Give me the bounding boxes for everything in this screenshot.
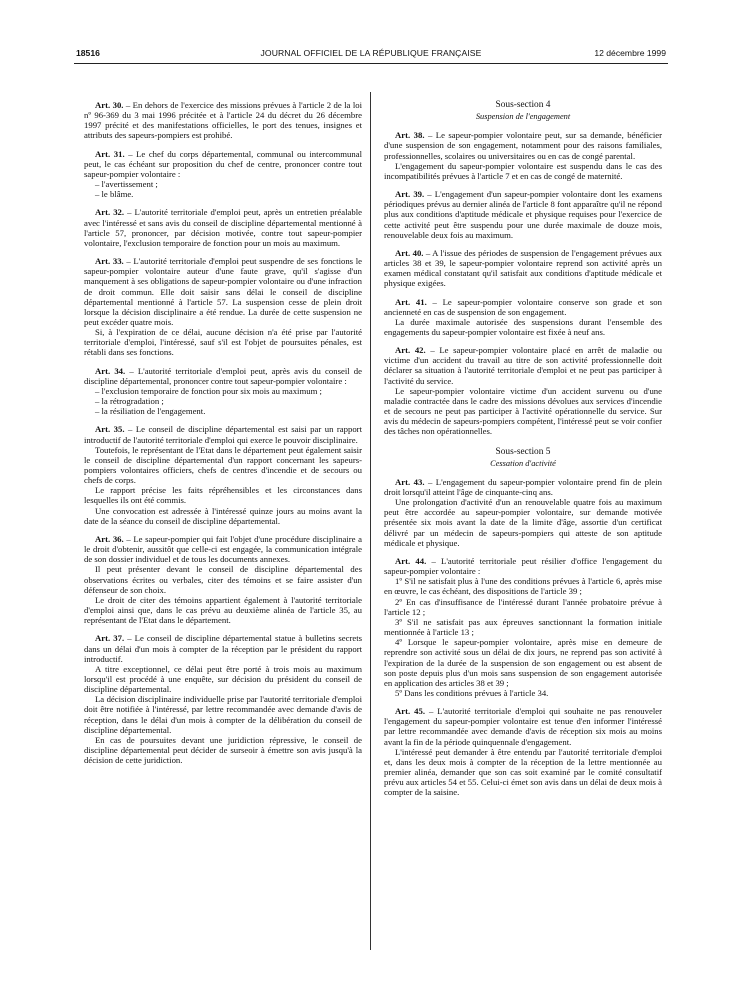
- paragraph: Si, à l'expiration de ce délai, aucune décision n'a été prise par l'autorité territoriale d'emploi, l'intéressé, sauf s'il est l'objet de poursuites pénales, est rétabli dans ses fonctions.: [84, 327, 362, 358]
- article-text: – Le sapeur-pompier volontaire conserve son grade et son ancienneté en cas de suspension de son engagement.: [384, 296, 662, 317]
- article-text: – L'autorité territoriale peut résilier d'office l'engagement du sapeur-pompier volontaire :: [384, 555, 662, 577]
- article-44: [384, 556, 662, 698]
- list-item: 5º Dans les conditions prévues à l'article 34.: [395, 687, 549, 698]
- list-item: – le blâme.: [95, 189, 134, 200]
- list-item: – l'exclusion temporaire de fonction pour six mois au maximum ;: [95, 385, 322, 396]
- paragraph: Il peut présenter devant le conseil de discipline départemental des observations écrites ou verbales, citer des témoins et se faire assister d'un défenseur de son choix.: [84, 564, 362, 595]
- article-text: – Le conseil de discipline départemental est saisi par un rapport introductif de l'autorité territoriale d'emploi qui exerce le pouvoir disciplinaire.: [84, 424, 362, 445]
- article-text: – Le conseil de discipline départemental statue à bulletins secrets dans un délai d'un mois à compter de la réception par le président du rapport introductif.: [84, 633, 362, 664]
- page-header: [76, 46, 666, 62]
- article-42: [384, 345, 662, 436]
- paragraph: Toutefois, le représentant de l'Etat dans le département peut également saisir le conseil de discipline départemental d'un rapport concernant les sapeurs-pompiers volontaires officiers, chefs de centres d'incendie et de secours ou chefs de corps.: [84, 444, 362, 486]
- article-38: [384, 130, 662, 181]
- article-40: [384, 248, 662, 289]
- article-31: [84, 149, 362, 200]
- list-item: 4º Lorsque le sapeur-pompier volontaire, après mise en demeure de reprendre son activité sous un délai de dix jours, ne reprend pas son activité à l'expiration de la durée de la suspension de son engagement ou est absent de son poste depuis plus d'un mois sans suspension de son engagement autorisée en application des articles 38 et 39 ;: [384, 637, 662, 688]
- article-text: – En dehors de l'exercice des missions prévues à l'article 2 de la loi nº 96-369 du 3 mai 1996 précitée et à l'article 24 du décret du 26 décembre 1997 précité et des manifestations officielles, le port des tenues, insignes et attributs des sapeurs-pompiers est prohibé.: [84, 100, 362, 141]
- paragraph: En cas de poursuites devant une juridiction répressive, le conseil de discipline départemental peut décider de surseoir à émettre son avis jusqu'à la décision de cette juridiction.: [84, 734, 362, 766]
- article-36: [84, 534, 362, 625]
- list-item: – l'avertissement ;: [95, 179, 158, 190]
- paragraph: La décision disciplinaire individuelle prise par l'autorité territoriale d'emploi doit être notifiée à l'intéressé, par lettre recommandée avec demande d'avis de réception, dans le délai d'un mois à compter de la délibération du conseil de discipline départemental.: [84, 694, 362, 735]
- article-text: – L'autorité territoriale d'emploi peut suspendre de ses fonctions le sapeur-pompier volontaire auteur d'une faute grave, qu'il s'agisse d'un manquement à ses obligations de sapeur-pompier volontaire ou d'une infraction de droit commun. Elle doit saisir sans délai le conseil de discipline départemental mentionné à l'article 57. La suspension cesse de plein droit lorsque la décision disciplinaire a été rendue. La durée de cette suspension ne peut excéder quatre mois.: [84, 256, 362, 327]
- section-title: Sous-section 5: [495, 446, 551, 457]
- article-text: – Le sapeur-pompier volontaire placé en arrêt de maladie ou victime d'un accident du travail au titre de son activité professionnelle doit déclarer sa situation à l'autorité territoriale d'emploi et ne peut pas participer à l'activité du service.: [384, 345, 662, 386]
- list-item: 2º En cas d'insuffisance de l'intéressé durant l'année probatoire prévue à l'article 12 ;: [384, 596, 662, 617]
- header-rule: [74, 63, 668, 64]
- article-text: – L'autorité territoriale d'emploi peut, après avis du conseil de discipline départemental, prononcer contre tout sapeur-pompier volontaire :: [84, 365, 362, 386]
- article-label: Art. 30.: [95, 100, 124, 110]
- article-text: – L'autorité territoriale d'emploi qui souhaite ne pas renouveler l'engagement du sapeur-pompier volontaire est tenue d'en informer l'intéressé par lettre recommandée avec demande d'avis de réception six mois au moins avant la fin de la période quinquennale d'engagement.: [384, 706, 662, 747]
- article-text: – Le sapeur-pompier volontaire peut, sur sa demande, bénéficier d'une suspension de son engagement, notamment pour des raisons familiales, professionnelles, scolaires ou universitaires ou en cas de congé parental.: [384, 130, 663, 161]
- article-label: Art. 38.: [395, 130, 425, 141]
- paragraph: Une convocation est adressée à l'intéressé quinze jours au moins avant la date de la séance du conseil de discipline départemental.: [84, 505, 362, 526]
- page-number: 18516: [76, 48, 100, 58]
- article-33: [84, 256, 362, 358]
- article-label: Art. 35.: [95, 424, 125, 435]
- section-title: Sous-section 4: [495, 100, 551, 110]
- article-label: Art. 42.: [395, 345, 426, 356]
- article-label: Art. 41.: [395, 296, 427, 307]
- article-30: [84, 100, 362, 141]
- paragraph: Une prolongation d'activité d'un an renouvelable quatre fois au maximum peut être accordée au sapeur-pompier volontaire, sur demande motivée présentée six mois avant la date de la limite d'âge, assortie d'un certificat délivré par un médecin de sapeurs-pompiers qui atteste de son aptitude médicale et physique.: [384, 497, 662, 548]
- column-divider: [370, 92, 371, 950]
- article-label: Art. 37.: [95, 633, 125, 644]
- section-subtitle: Cessation d'activité: [490, 458, 556, 468]
- article-label: Art. 31.: [95, 148, 125, 159]
- article-label: Art. 36.: [95, 533, 124, 544]
- paragraph: L'intéressé peut demander à être entendu par l'autorité territoriale d'emploi et, dans les deux mois à compter de la réception de la lettre mentionnée au premier alinéa, demander que son cas soit examiné par le comité consultatif prévu aux articles 54 et 55. Celui-ci émet son avis dans un délai de deux mois à compter de la saisine.: [384, 746, 662, 798]
- article-32: [84, 207, 362, 248]
- left-column: [84, 100, 362, 765]
- list-item: 1º S'il ne satisfait plus à l'une des conditions prévues à l'article 6, après mise en œuvre, le cas échéant, des dispositions de l'article 39 ;: [384, 576, 662, 597]
- article-35: [84, 424, 362, 526]
- paragraph: A titre exceptionnel, ce délai peut être porté à trois mois au maximum lorsqu'il est procédé à une enquête, sur décision du président du conseil de discipline départemental.: [84, 663, 362, 695]
- list-item: 3º S'il ne satisfait pas aux épreuves sanctionnant la formation initiale mentionnée à l'article 13 ;: [384, 616, 662, 638]
- article-label: Art. 43.: [395, 476, 425, 487]
- article-label: Art. 33.: [95, 256, 124, 267]
- article-label: Art. 40.: [395, 247, 424, 258]
- article-label: Art. 39.: [395, 189, 425, 200]
- journal-title: JOURNAL OFFICIEL DE LA RÉPUBLIQUE FRANÇAISE: [260, 48, 482, 58]
- article-37: [84, 633, 362, 765]
- section-subtitle: Suspension de l'engagement: [475, 112, 571, 122]
- paragraph: Le droit de citer des témoins appartient également à l'autorité territoriale d'emploi ainsi que, dans le cas prévu au deuxième alinéa de l'article 35, au représentant de l'Etat dans le département.: [84, 594, 362, 626]
- article-39: [384, 189, 662, 240]
- article-text: – L'engagement du sapeur-pompier volontaire prend fin de plein droit lorsqu'il atteint l'âge de cinquante-cinq ans.: [384, 476, 662, 497]
- article-text: – Le chef du corps départemental, communal ou intercommunal peut, le cas échéant sur proposition du chef de centre, prononcer contre tout sapeur-pompier volontaire :: [84, 148, 362, 179]
- article-label: Art. 34.: [95, 365, 126, 376]
- article-43: [384, 477, 662, 548]
- article-label: Art. 32.: [95, 207, 125, 218]
- article-text: – L'autorité territoriale d'emploi peut, après un entretien préalable avec l'intéressé et sans avis du conseil de discipline départemental mentionné à l'article 57, prononcer, par décision motivée, contre tout sapeur-pompier volontaire, l'exclusion temporaire de fonction pour un mois au maximum.: [84, 207, 363, 248]
- article-text: – L'engagement d'un sapeur-pompier volontaire dont les examens périodiques prévus au dernier alinéa de l'article 8 font apparaître qu'il ne répond plus aux conditions d'aptitude médicale et physique requises pour l'exercice de cette activité peut être suspendu pour une durée maximale de douze mois, renouvelable deux fois au maximum.: [384, 189, 662, 240]
- list-item: – la résiliation de l'engagement.: [95, 406, 206, 417]
- paragraph: L'engagement du sapeur-pompier volontaire est suspendu dans le cas des incompatibilités prévues à l'article 7 et en cas de congé de maternité.: [384, 160, 662, 181]
- article-text: – Le sapeur-pompier qui fait l'objet d'une procédure disciplinaire a le droit d'obtenir, aussitôt que celle-ci est engagée, la communication intégrale de son dossier individuel et de tous les documents annexes.: [84, 533, 362, 565]
- article-label: Art. 45.: [395, 706, 426, 717]
- paragraph: Le sapeur-pompier volontaire victime d'un accident survenu ou d'une maladie contractée dans le cadre des missions dévolues aux services d'incendie et de secours ne peut pas participer à l'activité opérationnelle du service. Sur avis du médecin de sapeurs-pompiers compétent, l'intéressé peut se voir confier des tâches non opérationnelles.: [384, 385, 662, 437]
- article-34: [84, 366, 362, 417]
- article-45: [384, 706, 662, 797]
- list-item: – la rétrogradation ;: [95, 396, 164, 407]
- paragraph: La durée maximale autorisée des suspensions durant l'ensemble des engagements du sapeur-pompier volontaire est fixée à neuf ans.: [384, 316, 662, 337]
- right-column: [384, 100, 662, 798]
- article-text: – A l'issue des périodes de suspension de l'engagement prévues aux articles 38 et 39, le sapeur-pompier volontaire reprend son activité après un examen médical constatant qu'il satisfait aux conditions d'aptitude médicale et physique exigées.: [384, 247, 662, 289]
- publication-date: 12 décembre 1999: [594, 48, 666, 58]
- article-label: Art. 44.: [395, 555, 427, 566]
- article-41: [384, 297, 662, 338]
- paragraph: Le rapport précise les faits répréhensibles et les circonstances dans lesquelles ils ont été commis.: [84, 485, 362, 506]
